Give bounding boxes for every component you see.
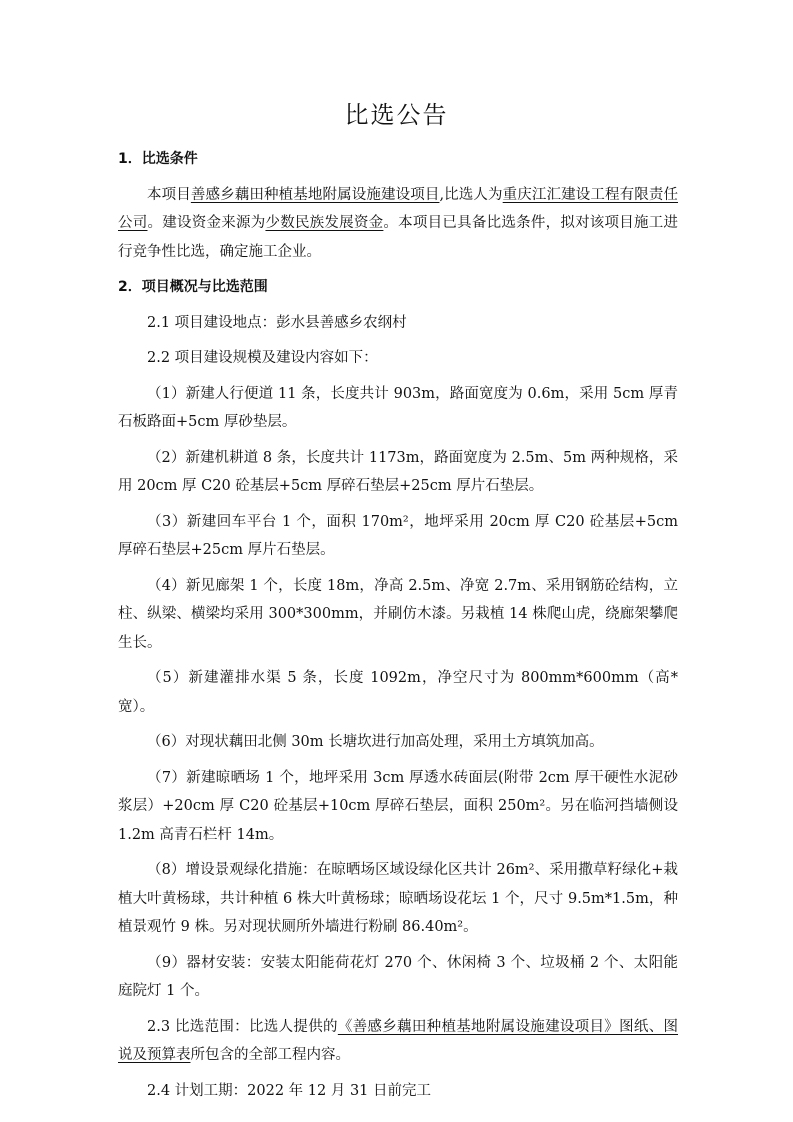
page-title: 比选公告 — [344, 101, 449, 129]
scope-item: （4）新见廊架 1 个，长度 18m，净高 2.5m、净宽 2.7m、采用钢筋砼结构，立柱、纵梁、横梁均采用 300*300mm，并刷仿木漆。另栽植 14 株爬山虎，绕廊架攀爬生长。 — [118, 577, 678, 651]
paragraph-schedule: 2.4 计划工期：2022 年 12 月 31 日前完工 — [147, 1082, 432, 1099]
paragraph-bid-scope — [118, 1013, 678, 1070]
text-fragment: 。本项目已具备比选条件，拟对该项目施工进行竞争性比选，确定施工企业。 — [118, 215, 679, 260]
text-fragment: 本项目 — [147, 186, 191, 203]
text-fragment: 。建设资金来源为 — [147, 215, 266, 231]
scope-item: （6）对现状藕田北侧 30m 长塘坎进行加高处理，采用土方填筑加高。 — [147, 734, 604, 750]
section-heading-2: 2．项目概况与比选范围 — [118, 279, 268, 295]
scope-item: （7）新建晾晒场 1 个，地坪采用 3cm 厚透水砖面层(附带 2cm 厚干硬性水泥砂浆层）+20cm 厚 C20 砼基层+10cm 厚碎石垫层，面积 250m²。另在临河挡墙侧设 1.2m 高青石栏杆 14m。 — [118, 769, 678, 843]
scope-item: （3）新建回车平台 1 个，面积 170m²，地坪采用 20cm 厚 C20 砼基层+5cm 厚碎石垫层+25cm 厚片石垫层。 — [118, 513, 678, 558]
document-body — [118, 145, 678, 1112]
text-fragment: ,比选人为 — [439, 186, 503, 203]
scope-item: （5）新建灌排水渠 5 条，长度 1092m，净空尺寸为 800mm*600mm（高*宽）。 — [118, 670, 678, 715]
document-reference: 《善感乡藕田种植基地附属设施建设项目》图纸、图说及预算表 — [118, 1018, 679, 1063]
fund-source: 少数民族发展资金 — [265, 215, 384, 231]
scope-item: （2）新建机耕道 8 条，长度共计 1173m，路面宽度为 2.5m、5m 两种规格，采用 20cm 厚 C20 砼基层+5cm 厚碎石垫层+25cm 厚片石垫层。 — [118, 449, 678, 494]
company-name: 重庆江汇建设工程有限责任公司 — [118, 186, 679, 231]
text-fragment: 2.3 比选范围：比选人提供的 — [147, 1018, 338, 1035]
scope-item: （9）器材安装：安装太阳能荷花灯 270 个、休闲椅 3 个、垃圾桶 2 个、太阳能庭院灯 1 个。 — [118, 954, 678, 999]
paragraph-location: 2.1 项目建设地点：彭水县善感乡农纲村 — [147, 314, 407, 331]
project-name: 善感乡藕田种植基地附属设施建设项目 — [190, 186, 440, 203]
section-heading-1: 1．比选条件 — [118, 151, 198, 167]
scope-item: （8）增设景观绿化措施：在晾晒场区域设绿化区共计 26m²、采用撒草籽绿化+栽植大叶黄杨球，共计种植 6 株大叶黄杨球；晾晒场设花坛 1 个，尺寸 9.5m*1.5m，种植景观竹 9 株。另对现状厕所外墙进行粉刷 86.40m²。 — [118, 862, 678, 935]
paragraph-bid-conditions — [118, 181, 678, 267]
scope-item: （1）新建人行便道 11 条，长度共计 903m，路面宽度为 0.6m，采用 5cm 厚青石板路面+5cm 厚砂垫层。 — [118, 385, 678, 430]
paragraph-scope-intro: 2.2 项目建设规模及建设内容如下： — [147, 350, 378, 366]
text-fragment: 所包含的全部工程内容。 — [190, 1047, 350, 1063]
